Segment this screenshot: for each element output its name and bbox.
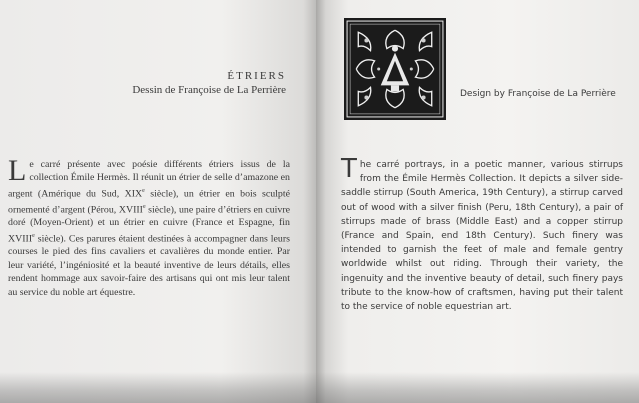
stirrup-scarf-illustration	[344, 18, 446, 120]
designer-credit-en: Design by Françoise de La Perrière	[460, 89, 616, 99]
body-text-segment: siècle). Ces parures étaient destinées à accompagner dans leurs courses le pied des fins cavaliers et cavalières du monde entier. Par leur variété, l’ingéniosité et la beauté inventive de leurs détails, elles rendent hommage aux savoir-faire des artisans qui ont mis leur talent au service du noble art équestre.	[8, 232, 290, 298]
designer-credit-fr: Dessin de Françoise de La Perrière	[132, 84, 286, 96]
drop-cap-fr: L	[8, 154, 27, 187]
drop-cap-en: T	[341, 154, 357, 184]
page-bottom-shadow	[0, 372, 639, 403]
body-text-segment: siècle), une paire d’étriers en cuivre doré (Moyen-Orient) et un étrier en cuivre (France et Espagne, fin XVIII	[8, 203, 290, 244]
superscript: e	[32, 232, 35, 239]
english-description	[341, 154, 623, 314]
page-title: ÉTRIERS	[227, 70, 286, 82]
superscript: e	[142, 187, 145, 194]
body-text-segment: e carré présente avec poésie différents étriers issus de la collection Émile Hermès. Il réunit un étrier de selle d’amazone en argent (Amérique du Sud, XIX	[8, 159, 290, 200]
english-body-text: he carré portrays, in a poetic manner, various stirrups from the Émile Hermès Collection. It depicts a silver side-saddle stirrup (South America, 19th Century), a stirrup carved out of wood with a silver finish (Peru, 18th Century), a pair of stirrups made of brass (Middle East) and a copper stirrup (France and Spain, end 18th Century). Such finery was intended to garnish the feet of male and female gentry worldwide whilst out riding. Through their variety, the ingenuity and the inventive beauty of detail, such finery pays tribute to the know-how of craftsmen, having put their talent to the service of noble equestrian art.	[341, 160, 623, 313]
superscript: e	[142, 203, 146, 210]
french-description	[8, 154, 290, 299]
left-page	[0, 0, 316, 403]
body-text-segment: siècle), un étrier en bois sculpté ornementé d’argent (Pérou, XVIII	[8, 188, 290, 215]
